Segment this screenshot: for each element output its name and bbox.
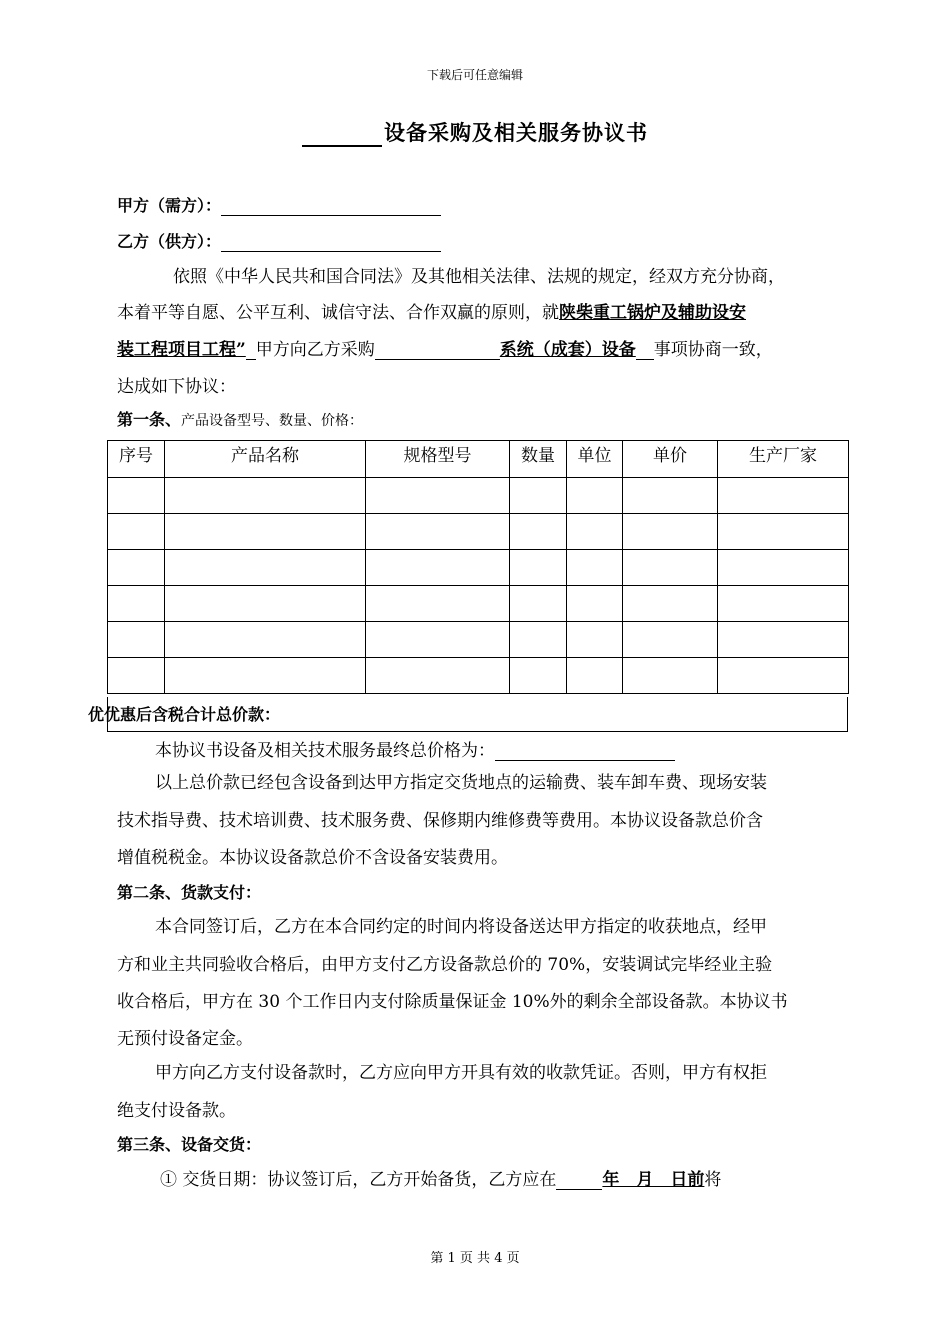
col-header-index: 序号 [108, 441, 165, 478]
delivery-item-1 [160, 1165, 721, 1190]
table-cell[interactable] [165, 658, 366, 694]
table-cell[interactable] [165, 478, 366, 514]
article-3-heading: 第三条、设备交货： [117, 1135, 262, 1154]
table-cell[interactable] [108, 514, 165, 550]
table-cell[interactable] [510, 586, 567, 622]
table-cell[interactable] [567, 586, 623, 622]
table-cell[interactable] [718, 478, 849, 514]
party-a-row [117, 193, 441, 216]
delivery-year-blank [556, 1171, 602, 1190]
col-header-unit-price: 单价 [623, 441, 718, 478]
intro-line-3 [117, 335, 773, 360]
payment-para-line-3: 收合格后，甲方在 30 个工作日内支付除质量保证金 10%外的剩余全部设备款。本协议书 [117, 992, 788, 1012]
table-cell[interactable] [718, 514, 849, 550]
table-cell[interactable] [623, 514, 718, 550]
party-b-row [117, 229, 441, 252]
table-row [108, 586, 849, 622]
table-cell[interactable] [165, 550, 366, 586]
intro-line-3-suffix: 事项协商一致， [653, 340, 773, 360]
col-header-unit: 单位 [567, 441, 623, 478]
party-b-label: 乙方（供方）： [117, 232, 222, 251]
table-cell[interactable] [718, 622, 849, 658]
intro-line-4: 达成如下协议： [117, 377, 236, 397]
table-cell[interactable] [366, 478, 510, 514]
intro-line-2-text: 本着平等自愿、公平互利、诚信守法、合作双赢的原则，就 [117, 303, 559, 323]
system-blank-tail [636, 341, 654, 360]
table-cell[interactable] [108, 622, 165, 658]
table-cell[interactable] [366, 514, 510, 550]
payment-para2-line-2: 绝支付设备款。 [117, 1101, 236, 1121]
payment-para-line-2: 方和业主共同验收合格后，由甲方支付乙方设备款总价的 70%，安装调试完毕经业主验 [117, 955, 773, 975]
total-price-label: 优优惠后含税合计总价款： [88, 705, 281, 724]
table-cell[interactable] [567, 622, 623, 658]
project-blank [246, 341, 256, 360]
table-cell[interactable] [623, 622, 718, 658]
table-cell[interactable] [567, 514, 623, 550]
table-cell[interactable] [165, 514, 366, 550]
title-text: 设备采购及相关服务协议书 [384, 120, 648, 145]
table-cell[interactable] [510, 550, 567, 586]
price-para-line-3: 增值税税金。本协议设备款总价不含设备安装费用。 [117, 848, 508, 868]
col-header-manufacturer: 生产厂家 [718, 441, 849, 478]
table-row [108, 658, 849, 694]
table-cell[interactable] [718, 550, 849, 586]
table-cell[interactable] [567, 550, 623, 586]
table-cell[interactable] [510, 478, 567, 514]
table-cell[interactable] [108, 478, 165, 514]
intro-line-2 [117, 298, 746, 323]
table-cell[interactable] [366, 586, 510, 622]
table-cell[interactable] [366, 622, 510, 658]
col-header-product-name: 产品名称 [165, 441, 366, 478]
project-name-part2: 装工程项目工程” [117, 340, 246, 360]
party-b-blank [221, 235, 441, 252]
project-name-part1: 陕柴重工锅炉及辅助设安 [559, 303, 746, 323]
delivery-item-1-suffix: 将 [704, 1170, 722, 1190]
payment-para-line-1: 本合同签订后，乙方在本合同约定的时间内将设备送达甲方指定的收获地点，经甲 [155, 917, 767, 937]
system-blank [375, 341, 500, 360]
article-1-text: 产品设备型号、数量、价格： [181, 413, 364, 429]
table-header-row [108, 441, 849, 478]
page-header-note: 下载后可任意编辑 [426, 68, 523, 82]
table-cell[interactable] [567, 478, 623, 514]
product-table [107, 440, 849, 694]
article-1-label: 第一条、 [117, 410, 182, 429]
payment-para-line-4: 无预付设备定金。 [117, 1029, 253, 1049]
table-cell[interactable] [623, 586, 718, 622]
table-cell[interactable] [108, 586, 165, 622]
table-cell[interactable] [567, 658, 623, 694]
table-cell[interactable] [510, 658, 567, 694]
table-cell[interactable] [510, 622, 567, 658]
total-price-text: 本协议书设备及相关技术服务最终总价格为： [155, 741, 495, 761]
table-row [108, 478, 849, 514]
col-header-quantity: 数量 [510, 441, 567, 478]
price-para-line-1: 以上总价款已经包含设备到达甲方指定交货地点的运输费、装车卸车费、现场安装 [155, 773, 767, 793]
table-cell[interactable] [366, 658, 510, 694]
table-cell[interactable] [165, 586, 366, 622]
price-para-line-2: 技术指导费、技术培训费、技术服务费、保修期内维修费等费用。本协议设备款总价含 [117, 811, 763, 831]
table-row [108, 622, 849, 658]
table-cell[interactable] [165, 622, 366, 658]
page-footer: 第 1 页 共 4 页 [430, 1251, 520, 1266]
table-cell[interactable] [718, 658, 849, 694]
col-header-spec-model: 规格型号 [366, 441, 510, 478]
article-1-heading [117, 407, 363, 430]
party-a-blank [221, 199, 441, 216]
delivery-item-1-text: ① 交货日期：协议签订后，乙方开始备货，乙方应在 [160, 1170, 557, 1190]
table-cell[interactable] [623, 658, 718, 694]
title-blank [302, 125, 382, 147]
table-cell[interactable] [510, 514, 567, 550]
article-2-heading: 第二条、货款支付： [117, 883, 262, 902]
total-price-line [155, 736, 675, 761]
document-title [0, 117, 950, 147]
party-a-label: 甲方（需方）： [117, 196, 222, 215]
delivery-date: 年 月 日前 [602, 1170, 705, 1190]
table-cell[interactable] [108, 658, 165, 694]
table-cell[interactable] [366, 550, 510, 586]
payment-para2-line-1: 甲方向乙方支付设备款时，乙方应向甲方开具有效的收款凭证。否则，甲方有权拒 [155, 1063, 767, 1083]
table-cell[interactable] [108, 550, 165, 586]
total-price-blank [495, 742, 675, 761]
table-cell[interactable] [623, 478, 718, 514]
table-cell[interactable] [623, 550, 718, 586]
table-cell[interactable] [718, 586, 849, 622]
table-row [108, 514, 849, 550]
table-row [108, 550, 849, 586]
purchase-text: 甲方向乙方采购 [255, 340, 375, 360]
system-name: 系统（成套）设备 [499, 340, 636, 360]
intro-line-1: 依照《中华人民共和国合同法》及其他相关法律、法规的规定，经双方充分协商， [173, 267, 785, 287]
